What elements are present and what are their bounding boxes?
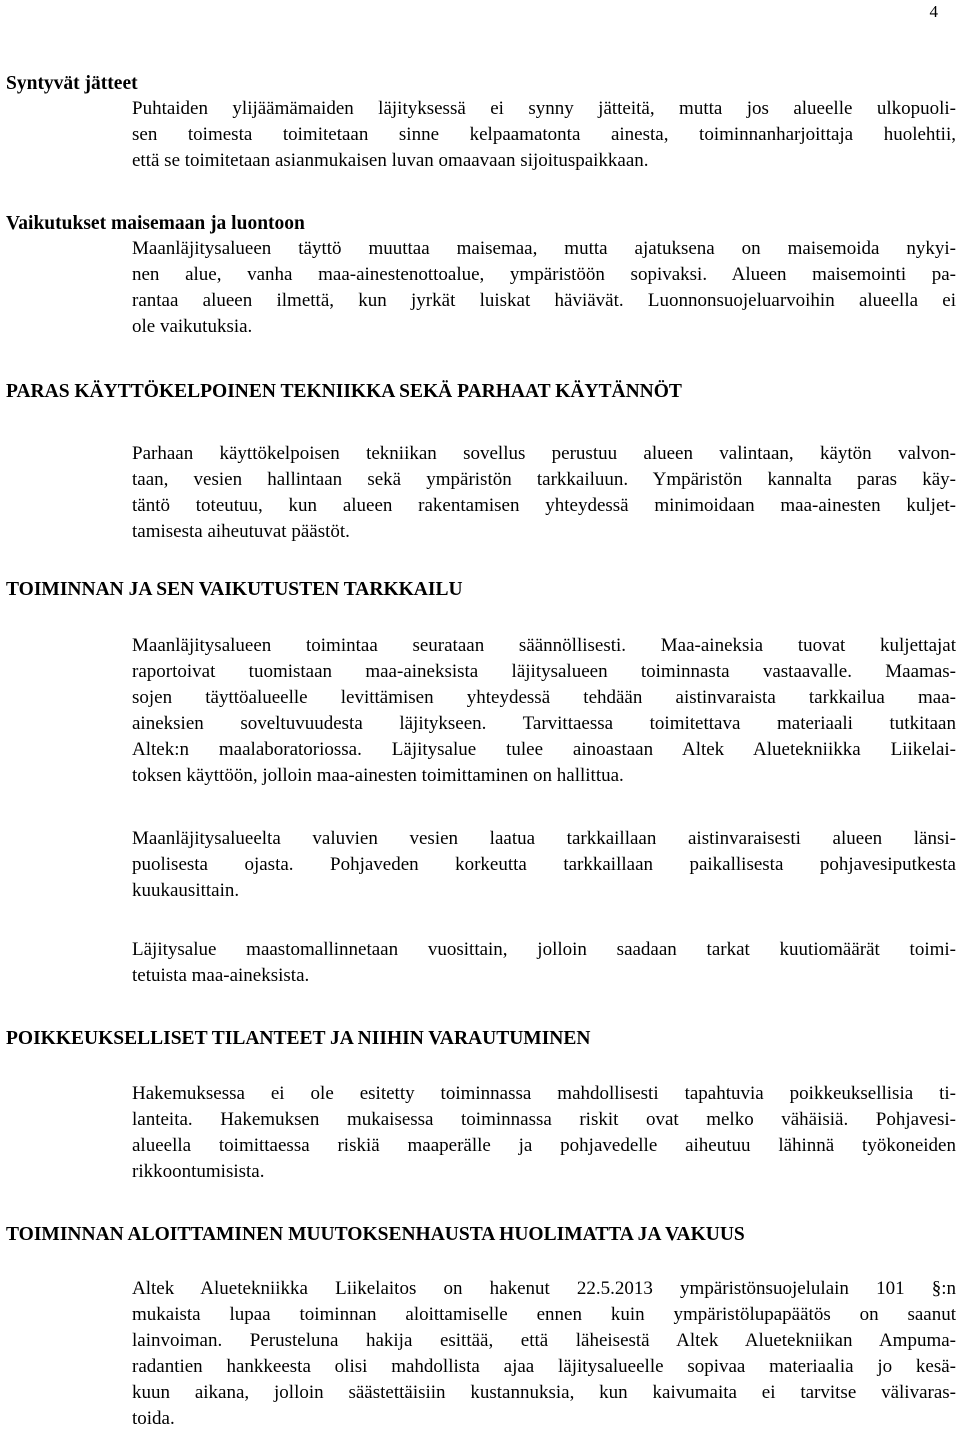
text-line: Hakemuksessa ei ole esitetty toiminnassa mahdollisesti tapahtuvia poikkeuksellisia ti- (132, 1083, 956, 1104)
paragraph-poikkeukselliset (132, 1081, 956, 1185)
text-line: toida. (132, 1408, 175, 1429)
text-line: rantaa alueen ilmettä, kun jyrkät luiskat häviävät. Luonnonsuojeluarvoihin alueella ei (132, 290, 956, 311)
paragraph-paras-tekniikka (132, 441, 956, 545)
text-line: Läjitysalue maastomallinnetaan vuosittain, jolloin saadaan tarkat kuutiomäärät toimi- (132, 939, 956, 960)
text-line: ole vaikutuksia. (132, 316, 253, 337)
text-line: lainvoiman. Perusteluna hakija esittää, että läheisestä Altek Aluetekniikan Ampuma- (132, 1330, 956, 1351)
text-line: nen alue, vanha maa-ainestenottoalue, ympäristöön sopivaksi. Alueen maisemointi pa- (132, 264, 956, 285)
text-line: tetuista maa-aineksista. (132, 965, 310, 986)
text-line: Puhtaiden ylijäämämaiden läjityksessä ei synny jätteitä, mutta jos alueelle ulkopuoli- (132, 98, 956, 119)
text-line: tamisesta aiheutuvat päästöt. (132, 521, 350, 542)
text-line: sojen täyttöalueelle levittämisen yhteydessä tehdään aistinvaraista tarkkailua maa- (132, 687, 956, 708)
text-line: raportoivat tuomistaan maa-aineksista läjitysalueen toiminnasta vastaavalle. Maamas- (132, 661, 956, 682)
text-line: aineksien soveltuvuudesta läjitykseen. Tarvittaessa toimitettava materiaali tutkitaan (132, 713, 956, 734)
text-line: Parhaan käyttökelpoisen tekniikan sovellus perustuu alueen valintaan, käytön valvon- (132, 443, 956, 464)
text-line: että se toimitetaan asianmukaisen luvan omaavaan sijoituspaikkaan. (132, 150, 649, 171)
text-line: Maanläjitysalueelta valuvien vesien laatua tarkkaillaan aistinvaraisesti alueen länsi- (132, 828, 956, 849)
text-line: Maanläjitysalueen täyttö muuttaa maisemaa, mutta ajatuksena on maisemoida nykyi- (132, 238, 956, 259)
text-line: täntö toteutuu, kun alueen rakentamisen yhteydessä minimoidaan maa-ainesten kuljet- (132, 495, 956, 516)
paragraph-syntyvat-jatteet (132, 96, 956, 174)
section-heading-syntyvat-jatteet: Syntyvät jätteet (6, 73, 138, 94)
text-line: toksen käyttöön, jolloin maa-ainesten toimittaminen on hallittua. (132, 765, 624, 786)
paragraph-vaikutukset (132, 236, 956, 340)
paragraph-tarkkailu-2 (132, 826, 956, 904)
text-line: radantien hankkeesta olisi mahdollista ajaa läjitysalueelle sopivaa materiaalia jo kesä- (132, 1356, 956, 1377)
text-line: mukaista lupaa toiminnan aloittamiselle ennen kuin ympäristölupapäätös on saanut (132, 1304, 956, 1325)
text-line: alueella toimittaessa riskiä maaperälle ja pohjavedelle aiheutuu lähinnä työkoneiden (132, 1135, 956, 1156)
text-line: Altek Aluetekniikka Liikelaitos on hakenut 22.5.2013 ympäristönsuojelulain 101 §:n (132, 1278, 956, 1299)
text-line: puolisesta ojasta. Pohjaveden korkeutta tarkkaillaan paikallisesta pohjavesiputkesta (132, 854, 956, 875)
paragraph-tarkkailu-1 (132, 633, 956, 789)
text-line: rikkoontumisista. (132, 1161, 265, 1182)
text-line: Maanläjitysalueen toimintaa seurataan säännöllisesti. Maa-aineksia tuovat kuljettajat (132, 635, 956, 656)
paragraph-tarkkailu-3 (132, 937, 956, 989)
text-line: kuun aikana, jolloin säästettäisiin kustannuksia, kun kaivumaita ei tarvitse välivaras- (132, 1382, 956, 1403)
section-heading-vaikutukset: Vaikutukset maisemaan ja luontoon (6, 213, 305, 234)
text-line: lanteita. Hakemuksen mukaisessa toiminnassa riskit ovat melko vähäisiä. Pohjavesi- (132, 1109, 956, 1130)
text-line: taan, vesien hallintaan sekä ympäristön tarkkailuun. Ympäristön kannalta paras käy- (132, 469, 956, 490)
text-line: sen toimesta toimitetaan sinne kelpaamatonta ainesta, toiminnanharjoittaja huolehtii, (132, 124, 956, 145)
section-heading-tarkkailu: TOIMINNAN JA SEN VAIKUTUSTEN TARKKAILU (6, 579, 463, 600)
page-number: 4 (929, 2, 938, 21)
text-line: Altek:n maalaboratoriossa. Läjitysalue tulee ainoastaan Altek Aluetekniikka Liikelai- (132, 739, 956, 760)
section-heading-paras-tekniikka: PARAS KÄYTTÖKELPOINEN TEKNIIKKA SEKÄ PARHAAT KÄYTÄNNÖT (6, 381, 682, 402)
paragraph-aloittaminen (132, 1276, 956, 1432)
section-heading-poikkeukselliset: POIKKEUKSELLISET TILANTEET JA NIIHIN VARAUTUMINEN (6, 1028, 591, 1049)
text-line: kuukausittain. (132, 880, 240, 901)
section-heading-aloittaminen: TOIMINNAN ALOITTAMINEN MUUTOKSENHAUSTA HUOLIMATTA JA VAKUUS (6, 1224, 745, 1245)
